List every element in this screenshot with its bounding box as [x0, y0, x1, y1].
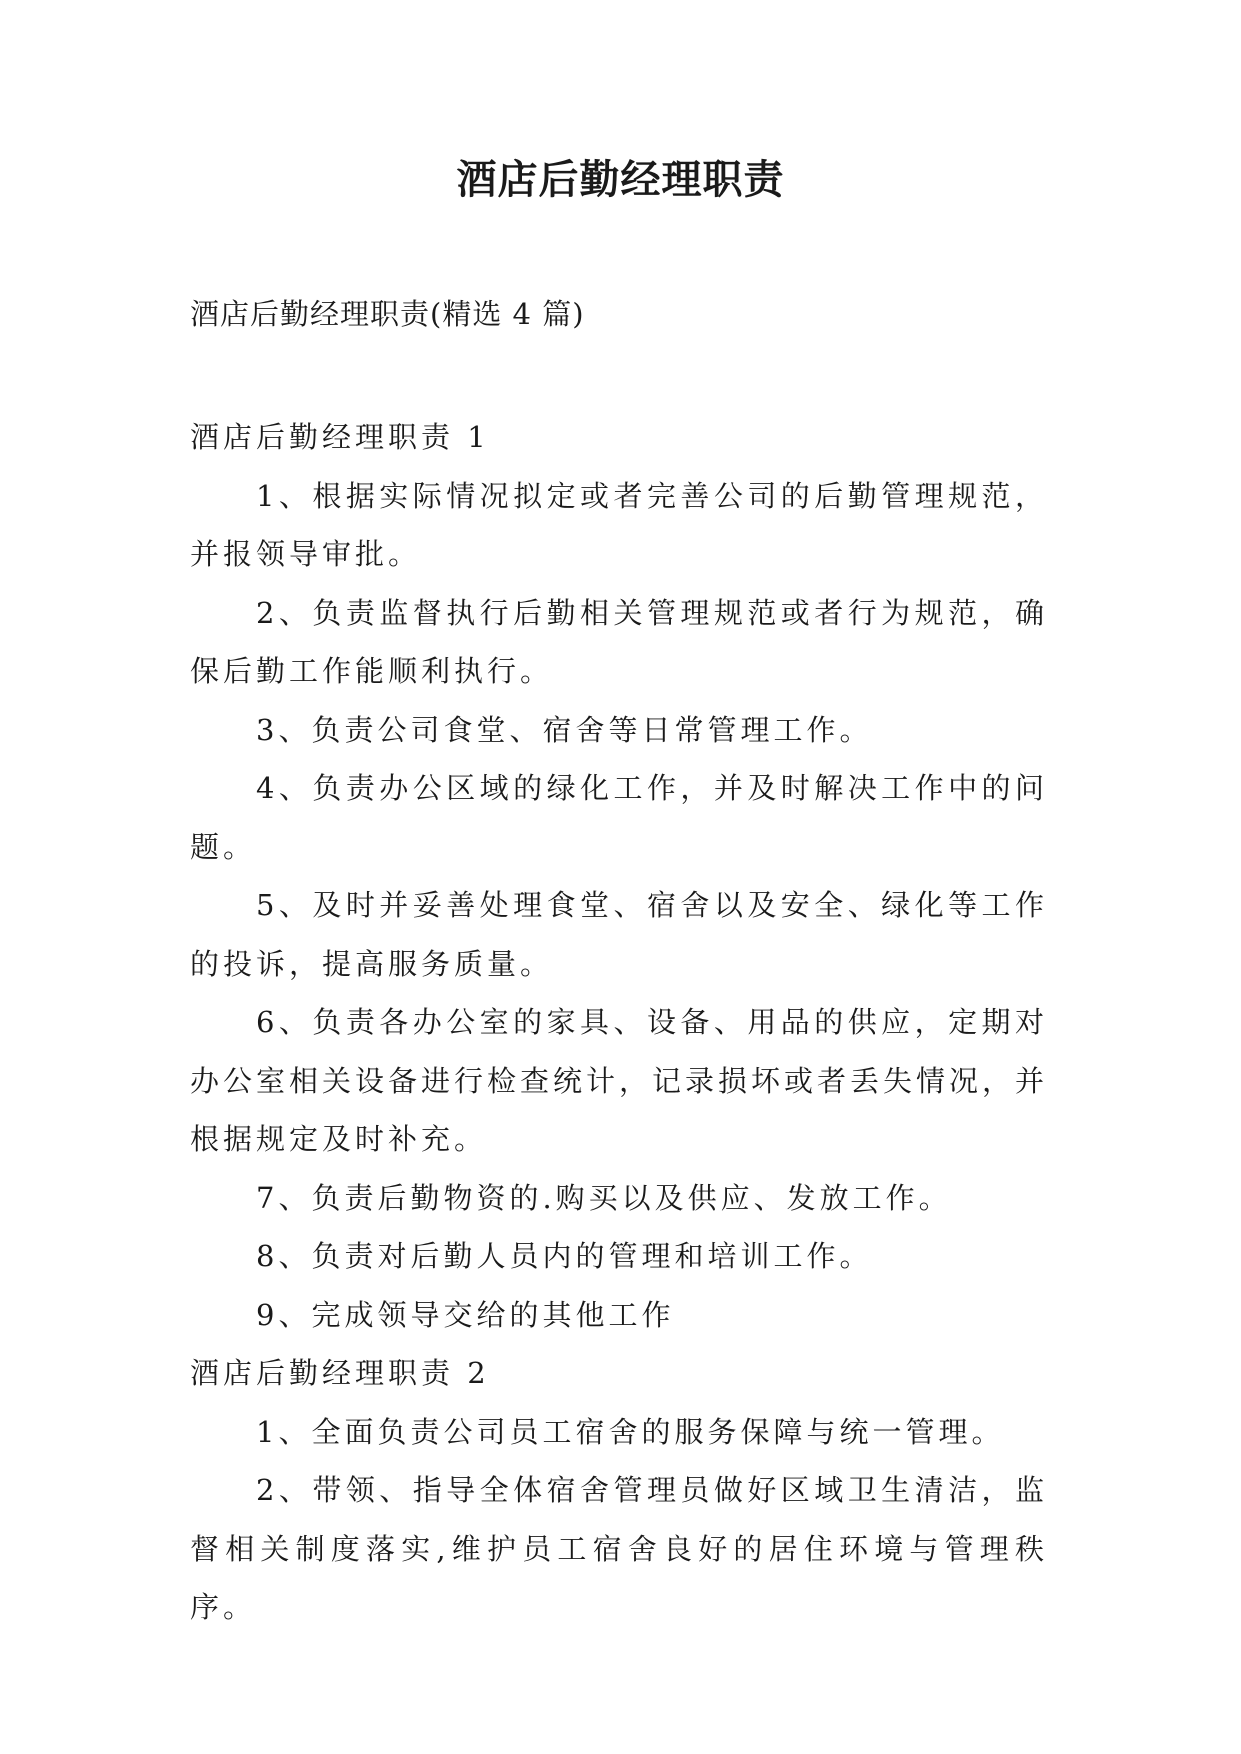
- document-title: 酒店后勤经理职责: [456, 156, 785, 203]
- duty-item: 5、及时并妥善处理食堂、宿舍以及安全、绿化等工作的投诉，提高服务质量。: [190, 888, 1048, 981]
- duty-item: 8、负责对后勤人员内的管理和培训工作。: [256, 1239, 873, 1273]
- duty-item: 1、全面负责公司员工宿舍的服务保障与统一管理。: [256, 1414, 1005, 1449]
- duty-item: 2、带领、指导全体宿舍管理员做好区域卫生清洁，监督相关制度落实,维护员工宿舍良好的居住环境与管理秩序。: [190, 1473, 1048, 1624]
- document-subtitle: 酒店后勤经理职责(精选 4 篇): [190, 297, 585, 331]
- duty-item: 2、负责监督执行后勤相关管理规范或者行为规范，确保后勤工作能顺利执行。: [190, 595, 1048, 688]
- duty-item: 9、完成领导交给的其他工作: [256, 1297, 675, 1332]
- section-heading-2: 酒店后勤经理职责 2: [190, 1356, 490, 1390]
- duty-item: 6、负责各办公室的家具、设备、用品的供应，定期对办公室相关设备进行检查统计，记录损坏或者丢失情况，并根据规定及时补充。: [190, 1005, 1049, 1156]
- duty-item: 7、负责后勤物资的.购买以及供应、发放工作。: [256, 1180, 952, 1215]
- document-body: [190, 408, 1048, 1637]
- section-heading-1: 酒店后勤经理职责 1: [190, 420, 490, 454]
- duty-item: 3、负责公司食堂、宿舍等日常管理工作。: [256, 712, 873, 747]
- duty-item: 4、负责办公区域的绿化工作，并及时解决工作中的问题。: [190, 771, 1048, 864]
- duty-item: 1、根据实际情况拟定或者完善公司的后勤管理规范，并报领导审批。: [190, 478, 1048, 571]
